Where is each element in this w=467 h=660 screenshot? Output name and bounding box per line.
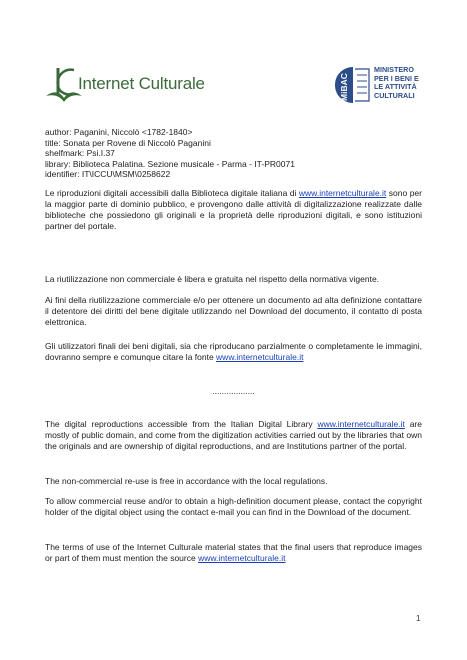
italian-paragraph-1 <box>45 188 422 232</box>
text-segment: Gli utilizzatori finali dei beni digitali, sia che riproducano parzialmente o completamente le immagini, dovranno sempre e comunque citare la fonte <box>45 341 422 363</box>
english-paragraph-1 <box>45 419 422 452</box>
english-paragraph-3: To allow commercial reuse and/or to obtain a high-definition document please, contact the copyright holder of the digital object using the contact e-mail you can find in the Download of the document. <box>45 496 422 518</box>
record-metadata <box>45 127 295 180</box>
ministry-name <box>374 66 419 100</box>
italian-paragraph-2: La riutilizzazione non commerciale è libera e gratuita nel rispetto della normativa vigente. <box>45 274 380 284</box>
internetculturale-link[interactable]: www.internetculturale.it <box>298 188 387 198</box>
text-segment: are mostly of public domain, and come from the digitization activities carried out by the libraries that own the originals and are ownership of digital reproductions, and are Institutions partner of the portal. <box>45 419 422 452</box>
text-segment: The digital reproductions accessible from the Italian Digital Library <box>45 419 318 429</box>
italian-paragraph-4 <box>45 341 422 363</box>
page-number: 1 <box>416 614 421 623</box>
internetculturale-link[interactable]: www.internetculturale.it <box>198 553 286 564</box>
ministry-line: MINISTERO <box>374 65 414 74</box>
internetculturale-link[interactable]: www.internetculturale.it <box>317 419 405 429</box>
ministry-line: PER I BENI E <box>374 73 419 83</box>
english-paragraph-2: The non-commercial re-use is free in accordance with the local regulations. <box>45 476 328 486</box>
internetculturale-link[interactable]: www.internetculturale.it <box>216 352 304 363</box>
mibac-emblem-icon <box>333 65 371 105</box>
meta-identifier: identifier: IT\ICCU\MSM\0258622 <box>45 169 171 180</box>
internet-culturale-logo[interactable] <box>44 66 205 104</box>
ministry-line: LE ATTIVITÀ <box>374 82 417 92</box>
logo-text: Internet Culturale <box>78 74 205 93</box>
english-paragraph-4 <box>45 542 422 564</box>
section-separator: .................. <box>212 386 255 396</box>
meta-author: author: Paganini, Niccolò <1782-1840> <box>45 127 193 137</box>
mibac-badge-text: MiBAC <box>339 73 349 101</box>
text-segment: The terms of use of the Internet Culturale material states that the final users that reproduce images or part of them must mention the source <box>45 542 422 564</box>
meta-library: library: Biblioteca Palatina. Sezione musicale - Parma - IT-PR0071 <box>45 158 295 169</box>
italian-paragraph-3: Ai fini della riutilizzazione commerciale e/o per ottenere un documento ad alta definizione contattare il detentore dei diritti del bene digitale utilizzando nel Download del documento, il contatto di posta elettronica. <box>45 295 422 328</box>
meta-shelfmark: shelfmark: Psi.I.37 <box>45 148 115 159</box>
ministry-logo[interactable] <box>333 65 433 105</box>
text-segment: Le riproduzioni digitali accessibili dalla Biblioteca digitale italiana di <box>45 188 299 198</box>
ministry-line: CULTURALI <box>374 90 415 100</box>
text-segment: sono per la maggior parte di dominio pubblico, e provengono dalle attività di digitalizzazione realizzate dalle biblioteche che possiedono gli originali e la proprietà delle riproduzioni digitali, e sono istituzioni partner del portale. <box>45 188 422 232</box>
meta-title: title: Sonata per Rovene di Niccolò Paganini <box>45 137 211 148</box>
